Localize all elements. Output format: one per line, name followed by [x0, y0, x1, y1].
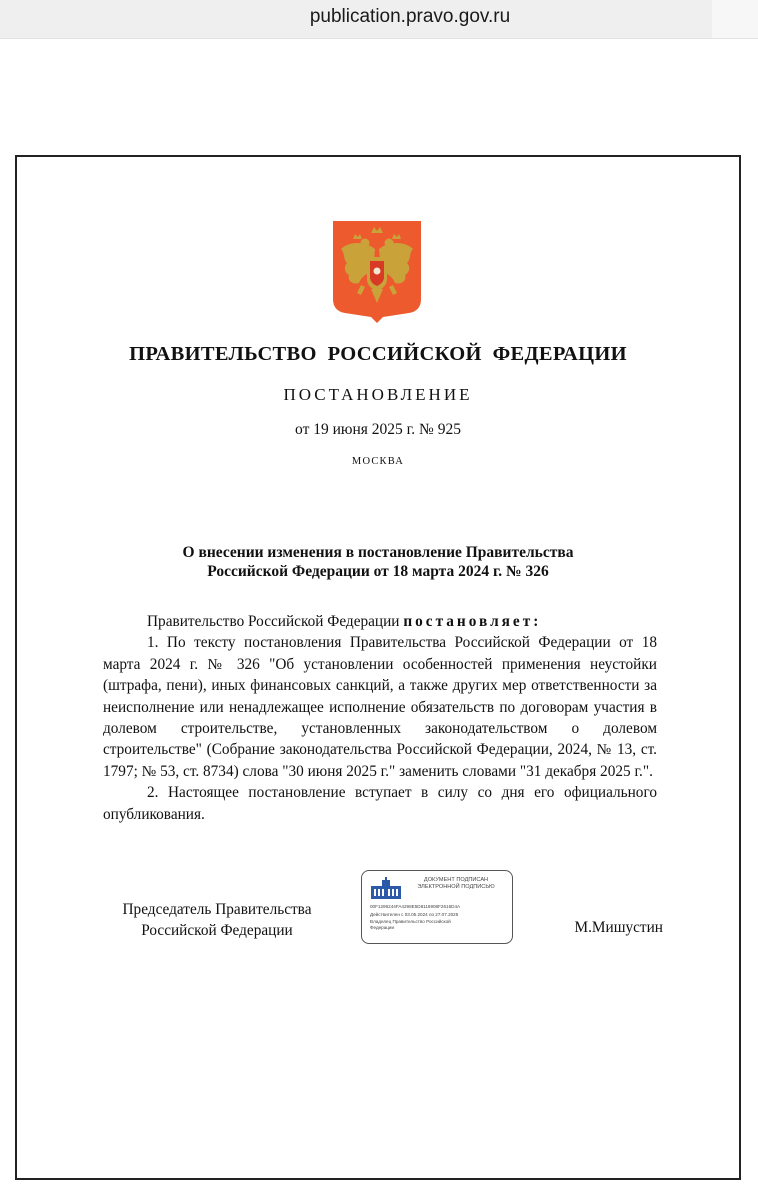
stamp-heading-line: ЭЛЕКТРОННОЙ ПОДПИСЬЮ [417, 884, 495, 890]
stamp-owner: Владелец Правительство Российской [370, 919, 451, 924]
electronic-signature-stamp [361, 870, 513, 944]
coat-of-arms-icon [331, 219, 423, 323]
signatory-title-line: Российской Федерации [141, 922, 293, 939]
document-subject [17, 543, 739, 581]
document-page [15, 155, 741, 1180]
subject-line: О внесении изменения в постановление Правительства [182, 544, 574, 561]
preamble [103, 611, 657, 632]
paragraph-2: 2. Настоящее постановление вступает в силу со дня его официального опубликования. [103, 784, 657, 823]
stamp-heading [404, 877, 508, 891]
stamp-certificate: 00F1296244FA4298E5D8118908F2616D4A [370, 904, 461, 909]
subject-line: Российской Федерации от 18 марта 2024 г. № 326 [207, 563, 549, 580]
document-body [103, 611, 657, 825]
stamp-heading-line: ДОКУМЕНТ ПОДПИСАН [423, 877, 489, 883]
government-building-icon [368, 877, 404, 901]
document-type: ПОСТАНОВЛЕНИЕ [283, 385, 473, 404]
document-city: МОСКВА [351, 456, 405, 467]
signatory-title-line: Председатель Правительства [122, 901, 312, 918]
signatory-name: М.Мишустин [574, 919, 663, 936]
government-title: ПРАВИТЕЛЬСТВО РОССИЙСКОЙ ФЕДЕРАЦИИ [129, 343, 627, 365]
preamble-action: постановляет: [403, 613, 542, 630]
stamp-validity: Действителен с 03.05.2024 по 27.07.2025 [370, 912, 459, 917]
preamble-text: Правительство Российской Федерации [147, 613, 404, 630]
paragraph-1: 1. По тексту постановления Правительства Российской Федерации от 18 марта 2024 г. № 326 "Об установлении особенностей применения неустойки (штрафа, пени), иных финансовых санкций, а также других мер ответственности за неисполнение или ненадлежащее исполнение обязательств по договорам участия в долевом строительстве, установленных законодательством о долевом строительстве" (Собрание законодательства Российской Федерации, 2024, № 13, ст. 1797; № 53, ст. 8734) слова "30 июня 2025 г." заменить словами "31 декабря 2025 г.". [103, 634, 657, 780]
document-date-number: от 19 июня 2025 г. № 925 [295, 421, 461, 438]
stamp-owner: Федерации [370, 925, 395, 930]
signatory-title [87, 899, 347, 941]
url-text[interactable]: publication.pravo.gov.ru [309, 6, 511, 27]
